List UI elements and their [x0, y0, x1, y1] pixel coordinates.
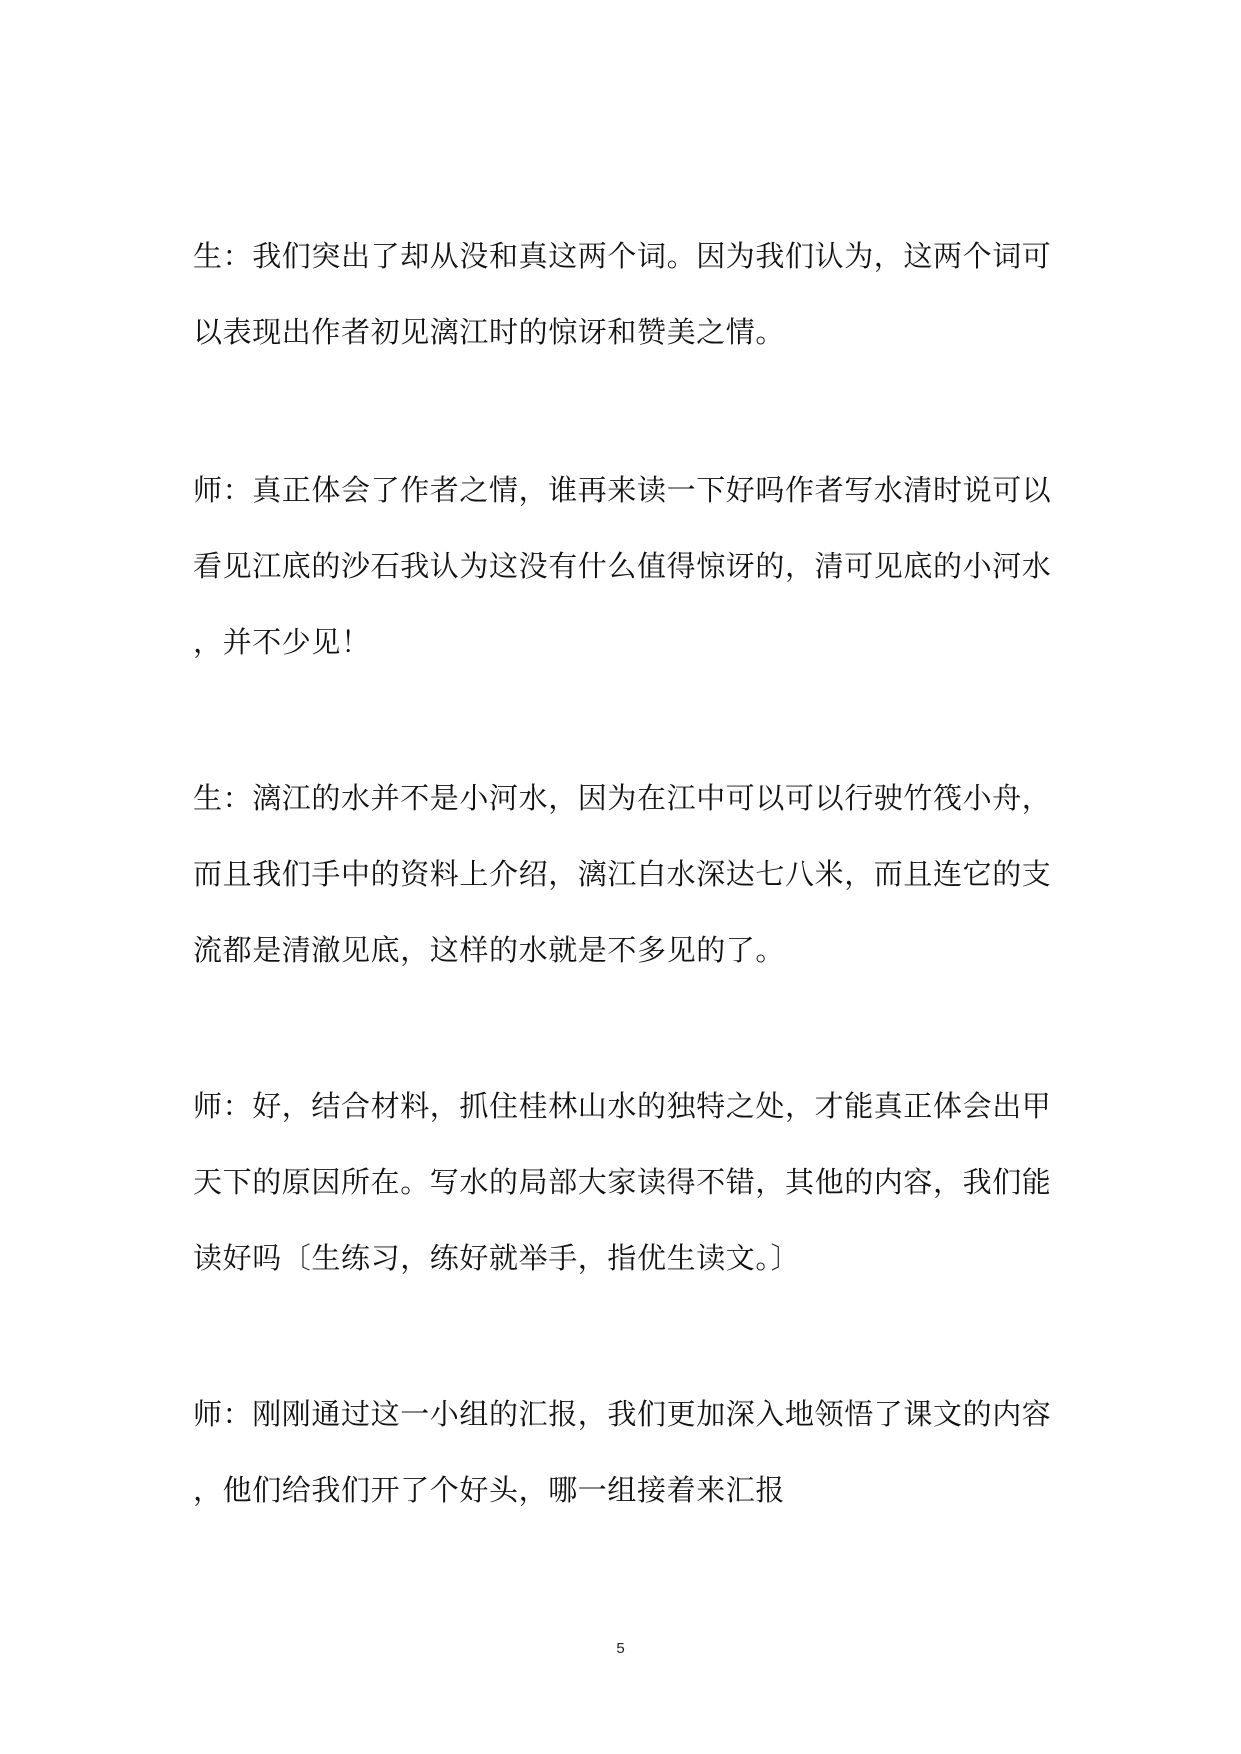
text-line: 而且我们手中的资料上介绍，漓江白水深达七八米，而且连它的支: [193, 857, 1052, 891]
text-line: 生：漓江的水并不是小河水，因为在江中可以可以行驶竹筏小舟，: [193, 781, 1052, 815]
paragraph-student-2: [193, 760, 1053, 988]
text-line: 流都是清澈见底，这样的水就是不多见的了。: [193, 933, 786, 967]
text-line: 看见江底的沙石我认为这没有什么值得惊讶的，清可见底的小河水: [193, 549, 1052, 583]
paragraph-student-1: [193, 218, 1053, 370]
text-line: 生：我们突出了却从没和真这两个词。因为我们认为，这两个词可: [193, 239, 1052, 273]
page-number: 5: [616, 1640, 625, 1657]
paragraph-teacher-3: [193, 1376, 1053, 1528]
text-line: 师：真正体会了作者之情，谁再来读一下好吗作者写水清时说可以: [193, 473, 1052, 507]
text-line: ，并不少见！: [193, 625, 371, 659]
text-line: 师：好，结合材料，抓住桂林山水的独特之处，才能真正体会出甲: [193, 1089, 1052, 1123]
text-line: ，他们给我们开了个好头，哪一组接着来汇报: [193, 1473, 786, 1507]
text-line: 以表现出作者初见漓江时的惊讶和赞美之情。: [193, 315, 786, 349]
paragraph-teacher-2: [193, 1068, 1053, 1296]
text-line: 读好吗〔生练习，练好就举手，指优生读文。〕: [193, 1241, 801, 1275]
text-line: 师：刚刚通过这一小组的汇报，我们更加深入地领悟了课文的内容: [193, 1397, 1052, 1431]
paragraph-teacher-1: [193, 452, 1053, 680]
text-line: 天下的原因所在。写水的局部大家读得不错，其他的内容，我们能: [193, 1165, 1052, 1199]
